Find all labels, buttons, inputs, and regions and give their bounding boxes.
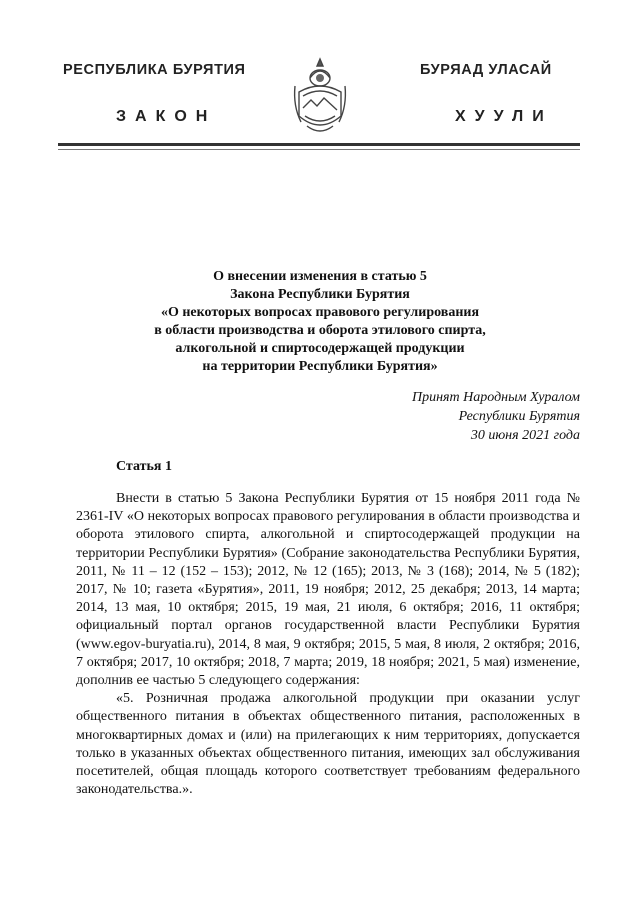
law-label-buryat: ХУУЛИ [455,108,553,125]
paragraph: Внести в статью 5 Закона Республики Бурятия от 15 ноября 2011 года № 2361-IV «О некоторых вопросах правового регулирования в области производства и оборота этилового спирта, алкогольной и спиртосодержащей продукции на территории Республики Бурятия» (Собрание законодательства Республики Бурятия, 2011, № 11 – 12 (152 – 153); 2012, № 12 (165); 2013, № 3 (168); 2014, № 5 (182); 2017, № 10; газета «Бурятия», 2011, 19 ноября; 2012, 25 декабря; 2013, 14 марта; 2014, 13 мая, 10 октября; 2015, 19 мая, 21 июля, 6 октября; 2016, 11 октября; официальный портал органов государственной власти Республики Бурятия (www.egov-buryatia.ru), 2014, 8 мая, 9 октября; 2015, 5 мая, 8 июля, 2 октября; 2016, 7 октября; 2017, 10 октября; 2018, 7 марта; 2019, 18 ноября; 2021, 5 мая) изменение, дополнив ее частью 5 следующего содержания: [76,491,580,689]
title-line: О внесении изменения в статью 5 [213,269,427,284]
adoption-line: Республики Бурятия [458,409,580,424]
article-heading: Статья 1 [116,459,172,474]
paragraph: «5. Розничная продажа алкогольной продукции при оказании услуг общественного питания в объектах общественного питания, расположенных в многоквартирных домах и (или) на прилегающих к ним территориях, допускается только в указанных объектах общественного питания, имеющих зал обслуживания посетителей, общая площадь которого соответствует требованиям федерального законодательства.». [76,691,580,798]
republic-name-buryat: БУРЯАД УЛАСАЙ [420,62,552,78]
header-divider-thin [58,149,580,150]
title-line: алкогольной и спиртосодержащей продукции [175,341,465,356]
law-label-russian: ЗАКОН [116,108,217,125]
title-line: на территории Республики Бурятия» [202,359,438,374]
coat-of-arms-emblem-icon [291,56,349,140]
republic-name-russian: РЕСПУБЛИКА БУРЯТИЯ [63,62,246,78]
adoption-date: 30 июня 2021 года [470,428,580,443]
title-line: Закона Республики Бурятия [230,287,410,302]
article-body [76,490,580,799]
law-title [110,268,530,376]
adoption-note [412,388,580,445]
title-line: в области производства и оборота этилового спирта, [154,323,486,338]
header-divider-thick [58,143,580,146]
title-line: «О некоторых вопросах правового регулирования [160,305,480,320]
adoption-line: Принят Народным Хуралом [411,390,580,405]
